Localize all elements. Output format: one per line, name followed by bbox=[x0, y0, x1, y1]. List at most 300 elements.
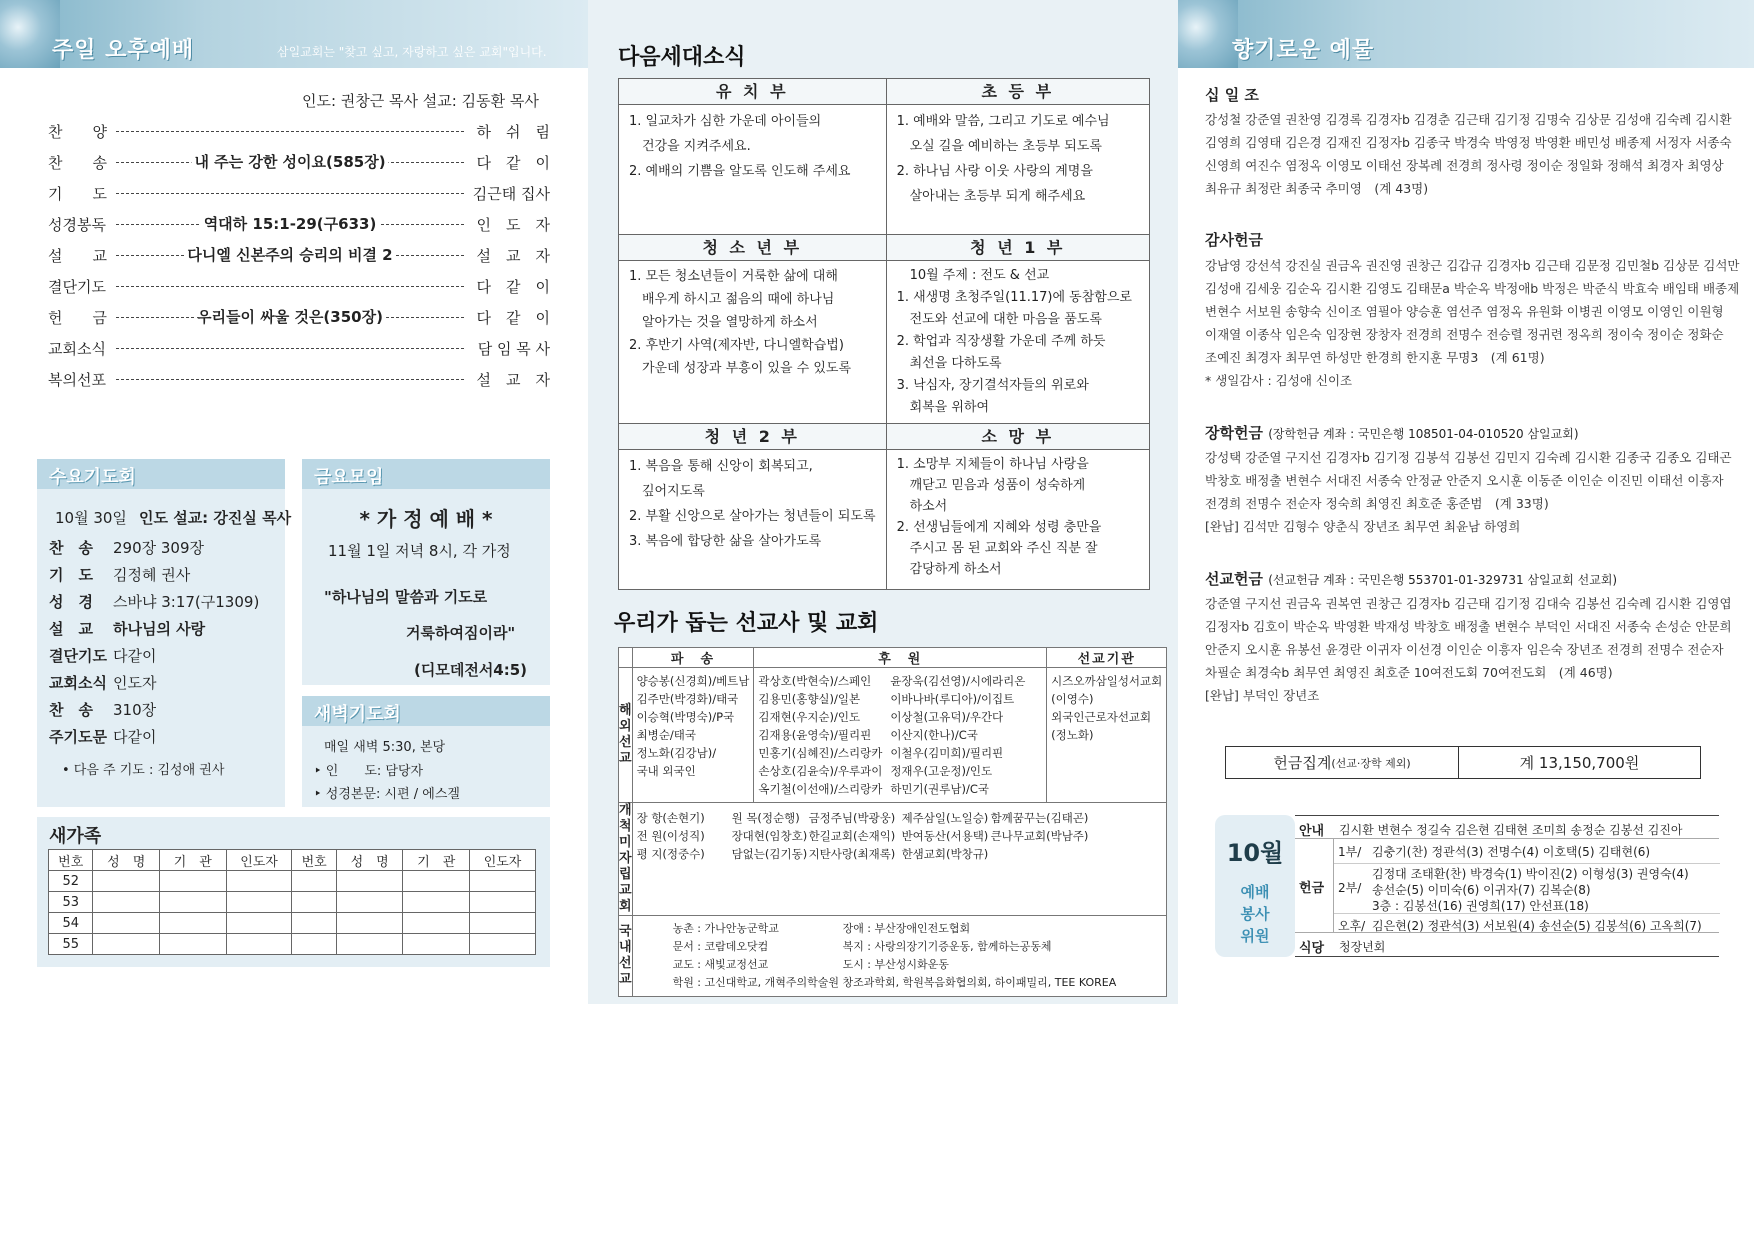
friday-title: 금요모임 bbox=[314, 467, 384, 488]
order-row bbox=[48, 182, 550, 204]
order-item-text: 우리들이 싸울 것은(350장) bbox=[194, 306, 386, 327]
church-row bbox=[637, 809, 1163, 827]
order-label: 찬 양 bbox=[48, 122, 107, 141]
offering-label: 헌금 bbox=[1299, 881, 1325, 896]
church-entry: 원 목(정순행) bbox=[731, 811, 800, 825]
mission-entry: 이바나바(루디아)/이집트 bbox=[890, 692, 1015, 706]
wed-item-value: 다같이 bbox=[113, 647, 157, 665]
group-body bbox=[619, 261, 887, 424]
table-cell bbox=[292, 871, 336, 892]
order-performer: 하 쉬 림 bbox=[476, 122, 550, 141]
name-line: 최유규 최정란 최종국 추미영 (계 43명) bbox=[1205, 181, 1429, 196]
order-leader-line bbox=[116, 131, 464, 132]
wednesday-date: 10월 30일 bbox=[55, 509, 127, 527]
offering-total-box bbox=[1225, 746, 1701, 779]
table-cell bbox=[160, 892, 227, 913]
p2-names-a: 김정대 조태환(찬) 박경숙(1) 박이진(2) 이형성(3) 권영숙(4) bbox=[1372, 867, 1689, 881]
table-row bbox=[49, 892, 536, 913]
group-line: 2. 선생님들에게 지혜와 성령 충만을 bbox=[896, 520, 1102, 535]
table-cell bbox=[470, 871, 536, 892]
order-item-text: 다니엘 신본주의 승리의 비결 2 bbox=[184, 244, 395, 265]
mission-entry: (이영수) bbox=[1051, 692, 1094, 706]
overseas-sent bbox=[632, 668, 754, 803]
mission-entry: 이철우(김미희)/필리핀 bbox=[890, 746, 1004, 760]
wed-item-label: 설 교 bbox=[49, 620, 93, 638]
meal-value: 청장년회 bbox=[1339, 940, 1386, 954]
tithe-names bbox=[1205, 108, 1732, 200]
serve-row-meal bbox=[1295, 933, 1719, 957]
table-cell bbox=[226, 913, 292, 934]
church-list bbox=[632, 803, 1167, 916]
group-line: 주시고 몸 된 교회와 주신 직분 잘 bbox=[896, 541, 1098, 556]
wed-item-label: 기 도 bbox=[49, 566, 93, 584]
table-cell bbox=[93, 913, 160, 934]
mission-entry: 이산지(한나)/C국 bbox=[890, 728, 978, 742]
table-cell bbox=[292, 913, 336, 934]
domestic-entry: 도시 : 부산성시화운동 bbox=[842, 958, 949, 971]
group-line: 깨닫고 믿음과 성품이 성숙하게 bbox=[896, 478, 1086, 493]
dawn-scripture: ‣ 성경본문: 시편 / 에스겔 bbox=[314, 787, 460, 802]
table-cell bbox=[93, 934, 160, 955]
name-line: 박창호 배정출 변현수 서대진 서종숙 안정균 안준지 오시훈 이동준 이인순 이진민 이태선 이흥자 bbox=[1205, 473, 1724, 488]
group-line: 알아가는 것을 열망하게 하소서 bbox=[629, 315, 818, 330]
wednesday-leaders: 인도 설교: 강진실 목사 bbox=[139, 509, 292, 527]
overseas-org bbox=[1047, 668, 1167, 803]
group-line: 살아내는 초등부 되게 해주세요 bbox=[896, 189, 1086, 204]
table-header-cell: 기 관 bbox=[160, 850, 227, 871]
mission-entry: 이상철(고유덕)/우간다 bbox=[890, 710, 1004, 724]
group-body bbox=[886, 450, 1149, 590]
wed-item-value: 인도자 bbox=[113, 674, 157, 692]
mission-entry: 최병순/태국 bbox=[636, 728, 696, 742]
table-cell bbox=[403, 913, 470, 934]
name-line: [완납] 김석만 김형수 양춘식 장년조 최무연 최윤남 하영희 bbox=[1205, 519, 1521, 534]
group-line: 2. 하나님 사랑 이웃 사랑의 계명을 bbox=[896, 164, 1093, 179]
wed-item-value: 김정혜 권사 bbox=[113, 566, 191, 584]
domestic-entry: 복지 : 사랑의장기기증운동, 함께하는공동체 bbox=[842, 940, 1052, 953]
order-leader-line bbox=[116, 214, 464, 233]
wed-item-label: 찬 송 bbox=[49, 539, 93, 557]
group-line: 1. 소망부 지체들이 하나님 사랑을 bbox=[896, 457, 1089, 472]
mission-entry: 시즈오까삼일성서교회 bbox=[1051, 674, 1163, 688]
order-label: 복의선포 bbox=[48, 370, 106, 389]
name-line: 차필순 최경숙b 최무연 최영진 최호준 10여전도회 70여전도회 (계 46명) bbox=[1205, 665, 1613, 680]
order-row bbox=[48, 275, 550, 297]
wednesday-prayer-box bbox=[37, 459, 292, 807]
new-family-box bbox=[37, 817, 550, 967]
mission-names bbox=[1205, 592, 1732, 707]
wednesday-title: 수요기도회 bbox=[49, 467, 136, 488]
table-cell bbox=[336, 892, 403, 913]
wednesday-header bbox=[37, 459, 285, 489]
wed-item-value: 310장 bbox=[113, 701, 157, 719]
wed-item-label: 교회소식 bbox=[49, 674, 107, 692]
table-header-cell: 인도자 bbox=[226, 850, 292, 871]
mission-entry: 정재우(고운정)/인도 bbox=[890, 764, 993, 778]
order-leader-line bbox=[116, 379, 464, 380]
table-header-cell: 번호 bbox=[292, 850, 336, 871]
table-header-cell: 인도자 bbox=[470, 850, 536, 871]
group-header: 청 소 년 부 bbox=[619, 235, 887, 261]
table-cell bbox=[160, 934, 227, 955]
wed-item-label: 주기도문 bbox=[49, 728, 107, 746]
group-line: 회복을 위하여 bbox=[896, 400, 990, 415]
table-cell bbox=[470, 934, 536, 955]
group-body bbox=[619, 450, 887, 590]
domestic-row bbox=[673, 938, 1117, 956]
table-cell bbox=[226, 934, 292, 955]
order-leader-line bbox=[116, 348, 464, 349]
group-line: 3. 낙심자, 장기결석자들의 위로와 bbox=[896, 378, 1089, 393]
mission-entry: 손상호(김윤숙)/우루과이 bbox=[758, 764, 883, 778]
dawn-leader: ‣ 인 도: 담당자 bbox=[314, 764, 424, 779]
dawn-time: 매일 새벽 5:30, 본당 bbox=[324, 740, 446, 755]
mission-entry: 옥기철(이선애)/스리랑카 bbox=[758, 782, 883, 796]
table-cell bbox=[93, 892, 160, 913]
section-label: 개 척 미자립 교 회 bbox=[619, 803, 632, 914]
overseas-label bbox=[619, 668, 633, 803]
thanks-names bbox=[1205, 254, 1739, 392]
group-line: 최선을 다하도록 bbox=[896, 356, 1002, 371]
section-title-offerings: 향기로운 예물 bbox=[1232, 38, 1375, 63]
table-cell bbox=[160, 913, 227, 934]
church-motto: 삼일교회는 "찾고 싶고, 자랑하고 싶은 교회"입니다. bbox=[277, 45, 547, 59]
note-line: * 생일감사 : 김성애 신이조 bbox=[1205, 373, 1353, 388]
group-line: 1. 모든 청소년들이 거룩한 삶에 대해 bbox=[629, 269, 838, 284]
p2-names-b: 송선순(5) 이미숙(6) 이귀자(7) 김복순(8) bbox=[1372, 883, 1591, 897]
domestic-entry: 문서 : 코람데오닷컴 bbox=[672, 940, 769, 953]
order-row bbox=[48, 244, 550, 266]
name-line: 김정자b 김호이 박순옥 박영환 박재성 박창호 배정출 변현수 부덕인 서대진 서종숙 손성순 안문희 bbox=[1205, 619, 1732, 634]
table-cell bbox=[226, 892, 292, 913]
church-entry: 전 원(이성직) bbox=[636, 829, 705, 843]
total-note: (선교·장학 제외) bbox=[1331, 756, 1411, 770]
serve-row-guide bbox=[1295, 815, 1719, 839]
p1-names: 김충기(찬) 정관석(3) 전명수(4) 이호택(5) 김태현(6) bbox=[1372, 845, 1651, 859]
row-number: 52 bbox=[49, 871, 93, 892]
wed-item-label: 결단기도 bbox=[49, 647, 107, 665]
mission-entry: 김주만(박경화)/태국 bbox=[636, 692, 739, 706]
order-row bbox=[48, 306, 550, 328]
group-line: 가운데 성장과 부흥이 있을 수 있도록 bbox=[629, 361, 852, 376]
next-generation-grid bbox=[618, 78, 1150, 590]
service-order bbox=[48, 120, 550, 400]
friday-verse-2: 거룩하여짐이라" bbox=[406, 624, 516, 642]
group-line: 10월 주제 : 전도 & 선교 bbox=[896, 268, 1050, 283]
name-line: 이재열 이종삭 임은숙 임장현 장창자 전경희 전명수 전승렬 정귀련 정옥희 정이숙 정이순 정화순 bbox=[1205, 327, 1724, 342]
name-line: 강성택 강준열 구지선 김경자b 김기정 김봉석 김봉선 김민지 김숙례 김시환 김종국 김종오 김태곤 bbox=[1205, 450, 1732, 465]
missions-title: 우리가 돕는 선교사 및 교회 bbox=[614, 611, 879, 636]
mission-entry: 김재현(우지순)/인도 bbox=[758, 710, 861, 724]
order-item-text: 내 주는 강한 성이요(585장) bbox=[191, 151, 388, 172]
section-label: 국 내 선 교 bbox=[619, 924, 632, 987]
table-header-cell: 기 관 bbox=[403, 850, 470, 871]
group-line: 2. 학업과 직장생활 가운데 주께 하듯 bbox=[896, 334, 1106, 349]
group-line: 전도와 선교에 대한 마음을 품도록 bbox=[896, 312, 1102, 327]
decorative-photo bbox=[0, 0, 60, 68]
church-entry: 담없는(김기동) bbox=[731, 847, 808, 861]
group-header: 청 년 1 부 bbox=[886, 235, 1149, 261]
order-row bbox=[48, 213, 550, 235]
overseas-support-1 bbox=[754, 668, 886, 803]
friday-verse-ref: (디모데전서4:5) bbox=[414, 661, 528, 679]
dawn-header bbox=[302, 696, 550, 726]
wed-item-value: 290장 309장 bbox=[113, 539, 205, 557]
wed-item-value: 하나님의 사랑 bbox=[113, 620, 206, 638]
church-label bbox=[619, 803, 633, 916]
friday-header bbox=[302, 459, 550, 489]
mission-entry: 김용민(홍향실)/일본 bbox=[758, 692, 861, 706]
domestic-entry: 농촌 : 가나안농군학교 bbox=[672, 922, 779, 935]
group-line: 2. 후반기 사역(제자반, 다니엘학습법) bbox=[629, 338, 844, 353]
mission-entry: 김재용(윤영숙)/필리핀 bbox=[758, 728, 872, 742]
domestic-row bbox=[673, 956, 1117, 974]
p2-label: 2부/ bbox=[1338, 881, 1362, 895]
name-line: 김성애 김세웅 김순옥 김시환 김영도 김태문a 박순옥 박정애b 박정은 박준식 박효숙 배임태 배종제 bbox=[1205, 281, 1740, 296]
table-cell bbox=[403, 934, 470, 955]
section-title-sunday-afternoon: 주일 오후예배 bbox=[52, 38, 195, 63]
name-line: 조예진 최경자 최무연 하성만 한경희 한지훈 무명3 (계 61명) bbox=[1205, 350, 1545, 365]
order-row bbox=[48, 120, 550, 142]
table-cell bbox=[160, 871, 227, 892]
name-line: 강준열 구지선 권금옥 권복연 권창근 김경자b 김근태 김기정 김대숙 김봉선 김숙례 김시환 김영엽 bbox=[1205, 596, 1732, 611]
order-leader-line bbox=[116, 307, 464, 326]
group-line: 2. 부활 신앙으로 살아가는 청년들이 되도록 bbox=[629, 509, 876, 524]
name-line: 전경희 전명수 전순자 정숙희 최영진 최호준 홍준범 (계 33명) bbox=[1205, 496, 1549, 511]
table-header-row bbox=[49, 850, 536, 871]
scholarship-account: (장학헌금 계좌 : 국민은행 108501-04-010520 삼일교회) bbox=[1268, 427, 1579, 441]
wed-item-value: 다같이 bbox=[113, 728, 157, 746]
table-cell bbox=[336, 934, 403, 955]
order-leader-line bbox=[116, 193, 464, 194]
table-cell bbox=[292, 934, 336, 955]
corner-cell bbox=[619, 648, 633, 668]
serve-row-offering bbox=[1295, 839, 1719, 933]
thanks-title: 감사헌금 bbox=[1205, 231, 1263, 249]
table-header-cell: 번호 bbox=[49, 850, 93, 871]
mission-entry: 하민기(권루남)/C국 bbox=[890, 782, 989, 796]
order-label: 교회소식 bbox=[48, 339, 106, 358]
domestic-last: 학원 : 고신대학교, 개혁주의학술원 창조과학회, 학원복음화협의회, 하이패밀리, TEE KOREA bbox=[672, 976, 1117, 989]
church-entry: 장 항(손현기) bbox=[636, 811, 705, 825]
order-performer: 설 교 자 bbox=[476, 370, 550, 389]
mission-entry: 이승혁(박명숙)/P국 bbox=[636, 710, 735, 724]
mission-title-text: 선교헌금 bbox=[1205, 570, 1263, 588]
order-performer: 인 도 자 bbox=[476, 215, 550, 234]
church-row bbox=[637, 827, 1163, 845]
new-family-title: 새가족 bbox=[49, 826, 102, 847]
name-line: [완납] 부덕인 장년조 bbox=[1205, 688, 1320, 703]
church-entry: 평 지(정중수) bbox=[636, 847, 705, 861]
table-header-cell: 성 명 bbox=[336, 850, 403, 871]
wednesday-next-prayer: • 다음 주 기도 : 김성애 권사 bbox=[62, 763, 225, 778]
church-row bbox=[637, 845, 1163, 863]
group-line: 감당하게 하소서 bbox=[896, 562, 1002, 577]
church-entry: 큰나무교회(박남주) bbox=[990, 829, 1089, 843]
row-number: 53 bbox=[49, 892, 93, 913]
church-entry: 제주삼일(노일승) bbox=[901, 811, 989, 825]
table-row bbox=[49, 871, 536, 892]
order-performer: 설 교 자 bbox=[476, 246, 550, 265]
table-cell bbox=[470, 892, 536, 913]
group-line: 건강을 지켜주세요. bbox=[629, 139, 751, 154]
order-leader-line bbox=[116, 245, 464, 264]
group-line: 1. 예배와 말씀, 그리고 기도로 예수님 bbox=[896, 114, 1110, 129]
name-line: 신영희 여진수 염정옥 이영모 이태선 장복례 전경희 정사령 정이순 정일화 정해석 최경자 최영상 bbox=[1205, 158, 1724, 173]
domestic-entry: 교도 : 새빛교정선교 bbox=[672, 958, 769, 971]
order-label: 설 교 bbox=[48, 246, 107, 265]
order-row bbox=[48, 337, 550, 359]
group-line: 3. 복음에 합당한 삶을 살아가도록 bbox=[629, 534, 822, 549]
table-cell bbox=[336, 871, 403, 892]
new-family-table bbox=[48, 849, 536, 955]
service-leaders: 인도: 권창근 목사 설교: 김동환 목사 bbox=[302, 92, 539, 110]
serve-month-box bbox=[1215, 815, 1295, 957]
tithe-title: 십 일 조 bbox=[1205, 86, 1259, 104]
total-label-cell bbox=[1226, 747, 1459, 778]
mission-entry: 곽상호(박현숙)/스페인 bbox=[758, 674, 872, 688]
order-label: 기 도 bbox=[48, 184, 107, 203]
order-label: 헌 금 bbox=[48, 308, 107, 327]
scholarship-title bbox=[1205, 422, 1579, 443]
domestic-entry: 장애 : 부산장애인전도협회 bbox=[842, 922, 971, 935]
total-value: 계 13,150,700원 bbox=[1519, 754, 1640, 772]
mission-account: (선교헌금 계좌 : 국민은행 553701-01-329731 삼일교회 선교회) bbox=[1268, 573, 1618, 587]
wed-item-label: 찬 송 bbox=[49, 701, 93, 719]
p2-names-c: 3층 : 김봉선(16) 권영희(17) 안선표(18) bbox=[1372, 899, 1589, 913]
mission-offering-title bbox=[1205, 568, 1617, 589]
table-cell bbox=[93, 871, 160, 892]
order-label: 찬 송 bbox=[48, 153, 107, 172]
church-entry: 한길교회(손재익) bbox=[808, 829, 896, 843]
group-line: 1. 복음을 통해 신앙이 회복되고, bbox=[629, 459, 813, 474]
order-performer: 다 같 이 bbox=[476, 153, 550, 172]
church-entry: 장대현(임창호) bbox=[731, 829, 808, 843]
group-line: 하소서 bbox=[896, 499, 948, 514]
group-line: 배우게 하시고 젊음의 때에 하나님 bbox=[629, 292, 835, 307]
total-label: 헌금집계 bbox=[1273, 754, 1332, 772]
guide-names: 김시환 변현수 정길숙 김은현 김태현 조미희 송정순 김봉선 김진아 bbox=[1339, 823, 1683, 837]
order-performer: 김근태 집사 bbox=[472, 184, 550, 203]
decorative-photo bbox=[1178, 0, 1238, 68]
next-generation-title: 다음세대소식 bbox=[618, 45, 746, 70]
section-label: 해 외 선 교 bbox=[619, 703, 632, 766]
group-header: 초 등 부 bbox=[886, 79, 1149, 105]
order-row bbox=[48, 368, 550, 390]
friday-meeting-box bbox=[302, 459, 550, 685]
order-item-text: 역대하 15:1-29(구633) bbox=[201, 213, 380, 234]
col-header-support: 후 원 bbox=[754, 648, 1047, 668]
group-line: 2. 예배의 기쁨을 알도록 인도해 주세요 bbox=[629, 164, 851, 179]
mission-entry: 민홍기(심혜진)/스리랑카 bbox=[758, 746, 883, 760]
table-cell bbox=[403, 871, 470, 892]
order-leader-line bbox=[116, 152, 464, 171]
pm-names: 김은현(2) 정관석(3) 서보원(4) 송선순(5) 김봉석(6) 고옥희(7) bbox=[1372, 919, 1702, 933]
name-line: 변현수 서보원 송향숙 신이조 염필아 양승훈 염선주 염정옥 유원화 이병권 이영모 이영인 이원형 bbox=[1205, 304, 1724, 319]
order-performer: 담 임 목 사 bbox=[477, 339, 550, 358]
table-cell bbox=[336, 913, 403, 934]
wed-item-value: 스바냐 3:17(구1309) bbox=[113, 593, 260, 611]
table-cell bbox=[470, 913, 536, 934]
group-line: 깊어지도록 bbox=[629, 484, 705, 499]
domestic-label bbox=[619, 916, 633, 997]
row-number: 55 bbox=[49, 934, 93, 955]
missions-table bbox=[618, 647, 1167, 997]
mission-entry: 정노화(김강남)/ bbox=[636, 746, 717, 760]
group-body bbox=[886, 105, 1149, 235]
order-leader-line bbox=[116, 286, 464, 287]
domestic-list bbox=[632, 916, 1167, 997]
scholarship-names bbox=[1205, 446, 1732, 538]
table-row bbox=[49, 913, 536, 934]
group-body bbox=[886, 261, 1149, 424]
name-line: 강남영 강선석 강진실 권금옥 권진영 권창근 김갑규 김경자b 김근태 김문정 김민철b 김상문 김석만 bbox=[1205, 258, 1740, 273]
group-line: 1. 일교차가 심한 가운데 아이들의 bbox=[629, 114, 822, 129]
left-header-band bbox=[0, 0, 588, 68]
table-header-cell: 성 명 bbox=[93, 850, 160, 871]
church-entry: 금정주님(박광웅) bbox=[808, 811, 896, 825]
church-entry: 함께꿈꾸는(김태곤) bbox=[990, 811, 1089, 825]
wed-item-label: 성 경 bbox=[49, 593, 93, 611]
friday-when: 11월 1일 저녁 8시, 각 가정 bbox=[328, 542, 511, 560]
p1-label: 1부/ bbox=[1338, 845, 1362, 859]
church-entry: 한샘교회(박창규) bbox=[901, 847, 989, 861]
order-row bbox=[48, 151, 550, 173]
overseas-support-2 bbox=[886, 668, 1046, 803]
friday-main: * 가 정 예 배 * bbox=[359, 507, 493, 531]
table-cell bbox=[226, 871, 292, 892]
group-header: 유 치 부 bbox=[619, 79, 887, 105]
scholarship-title-text: 장학헌금 bbox=[1205, 424, 1263, 442]
name-line: 안준지 오시훈 유봉선 윤경란 이귀자 이선경 이인순 이흥자 임은숙 장년조 전경희 전명수 전순자 bbox=[1205, 642, 1724, 657]
pm-label: 오후/ bbox=[1338, 919, 1366, 933]
mission-entry: 양승봉(신경희)/베트남 bbox=[636, 674, 750, 688]
right-header-band bbox=[1178, 0, 1754, 68]
church-entry: 반여동산(서용택) bbox=[901, 829, 989, 843]
mission-entry: (정노화) bbox=[1051, 728, 1094, 742]
serve-month: 10월 bbox=[1226, 839, 1284, 867]
group-body bbox=[619, 105, 887, 235]
group-header: 청 년 2 부 bbox=[619, 424, 887, 450]
dawn-title: 새벽기도회 bbox=[314, 704, 401, 725]
table-cell bbox=[292, 892, 336, 913]
row-number: 54 bbox=[49, 913, 93, 934]
table-row bbox=[49, 934, 536, 955]
order-label: 성경봉독 bbox=[48, 215, 106, 234]
guide-label: 안내 bbox=[1299, 824, 1325, 839]
order-performer: 다 같 이 bbox=[476, 308, 550, 327]
serve-label: 예배 봉사 위원 bbox=[1240, 883, 1270, 945]
group-line: 1. 새생명 초청주일(11.17)에 동참함으로 bbox=[896, 290, 1132, 305]
order-label: 결단기도 bbox=[48, 277, 106, 296]
col-header-org: 선교기관 bbox=[1047, 648, 1167, 668]
group-line: 오실 길을 예비하는 초등부 되도록 bbox=[896, 139, 1102, 154]
dawn-prayer-box bbox=[302, 696, 550, 807]
table-cell bbox=[403, 892, 470, 913]
offering-detail bbox=[1333, 839, 1719, 933]
order-performer: 다 같 이 bbox=[476, 277, 550, 296]
group-header: 소 망 부 bbox=[886, 424, 1149, 450]
mission-entry: 국내 외국인 bbox=[636, 764, 696, 778]
church-entry: 지탄사랑(최재록) bbox=[808, 847, 896, 861]
name-line: 김영희 김영태 김은경 김재진 김정자b 김종국 박경숙 박영정 박영환 배민성 배종제 서정자 서종숙 bbox=[1205, 135, 1732, 150]
name-line: 강성철 강준열 권찬영 김경록 김경자b 김경춘 김근태 김기정 김명숙 김상문 김성애 김숙례 김시환 bbox=[1205, 112, 1732, 127]
mission-entry: 외국인근로자선교회 bbox=[1051, 710, 1152, 724]
domestic-row bbox=[673, 920, 1117, 938]
col-header-sent: 파 송 bbox=[632, 648, 754, 668]
meal-label: 식당 bbox=[1299, 941, 1325, 956]
mission-entry: 윤장욱(김선영)/시에라리온 bbox=[890, 674, 1026, 688]
